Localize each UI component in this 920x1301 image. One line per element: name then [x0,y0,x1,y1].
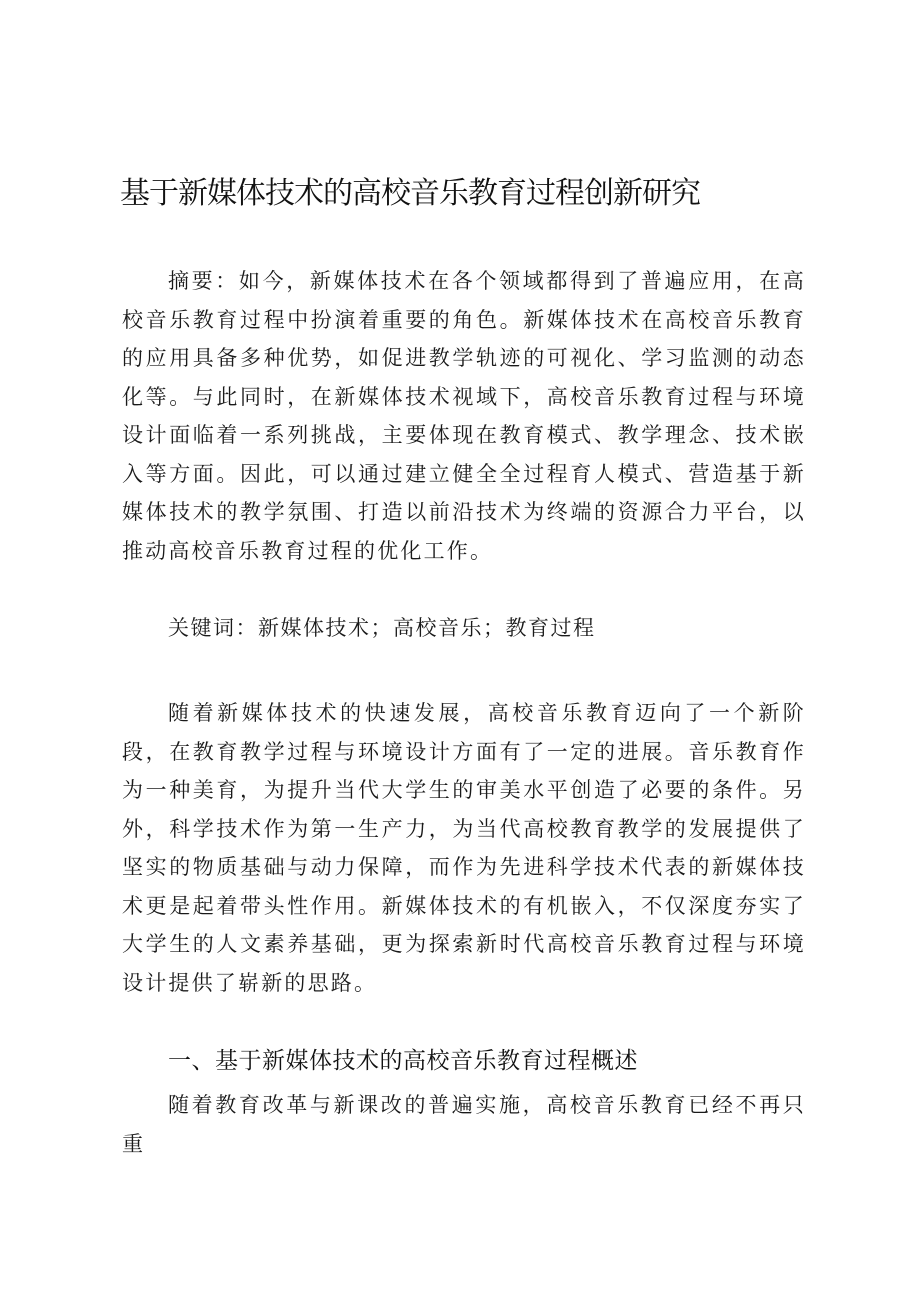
section-heading: 一、基于新媒体技术的高校音乐教育过程概述 [168,1048,638,1074]
document-title: 基于新媒体技术的高校音乐教育过程创新研究 [120,176,700,211]
keywords-line: 关键词：新媒体技术；高校音乐；教育过程 [168,616,596,640]
section-paragraph: 随着教育改革与新课改的普遍实施，高校音乐教育已经不再只重 [122,1093,806,1156]
abstract-paragraph: 摘要：如今，新媒体技术在各个领域都得到了普遍应用，在高校音乐教育过程中扮演着重要的角色。新媒体技术在高校音乐教育的应用具备多种优势，如促进教学轨迹的可视化、学习监测的动态化等。与此同时，在新媒体技术视域下，高校音乐教育过程与环境设计面临着一系列挑战，主要体现在教育模式、教学理念、技术嵌入等方面。因此，可以通过建立健全全过程育人模式、营造基于新媒体技术的教学氛围、打造以前沿技术为终端的资源合力平台，以推动高校音乐教育过程的优化工作。 [122,269,806,563]
intro-paragraph: 随着新媒体技术的快速发展，高校音乐教育迈向了一个新阶段，在教育教学过程与环境设计方面有了一定的进展。音乐教育作为一种美育，为提升当代大学生的审美水平创造了必要的条件。另外，科学技术作为第一生产力，为当代高校教育教学的发展提供了坚实的物质基础与动力保障，而作为先进科学技术代表的新媒体技术更是起着带头性作用。新媒体技术的有机嵌入，不仅深度夯实了大学生的人文素养基础，更为探索新时代高校音乐教育过程与环境设计提供了崭新的思路。 [122,701,806,995]
